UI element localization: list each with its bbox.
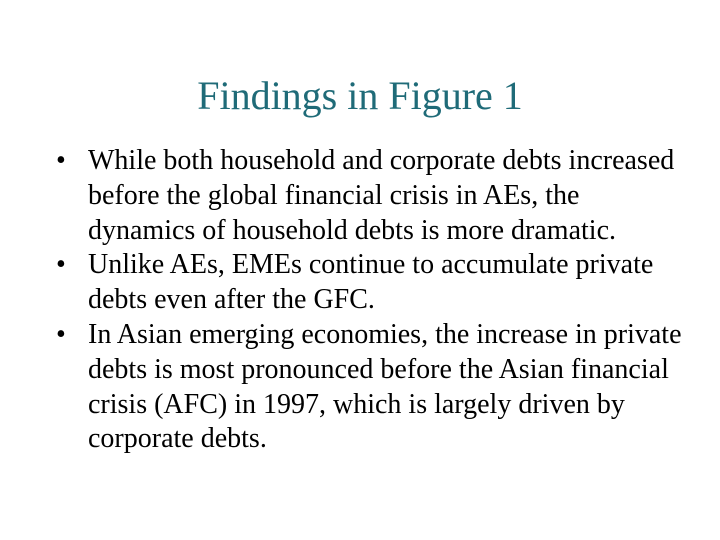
bullet-text: While both household and corporate debts increased before the global financial crisis in AEs, the dynamics of household debts is more dramatic.: [88, 145, 675, 246]
bullet-item-3: [52, 318, 692, 457]
bullet-list: [52, 144, 692, 457]
bullet-marker: •: [56, 318, 66, 350]
bullet-text: Unlike AEs, EMEs continue to accumulate private debts even after the GFC.: [88, 249, 654, 316]
bullet-text: In Asian emerging economies, the increase in private debts is most pronounced before the Asian financial crisis (AFC) in 1997, which is largely driven by corporate debts.: [88, 318, 682, 455]
bullet-item-1: [52, 144, 692, 248]
slide-title: Findings in Figure 1: [197, 73, 523, 118]
bullet-item-2: [52, 248, 692, 318]
bullet-marker: •: [56, 145, 66, 176]
bullet-marker: •: [56, 249, 66, 281]
